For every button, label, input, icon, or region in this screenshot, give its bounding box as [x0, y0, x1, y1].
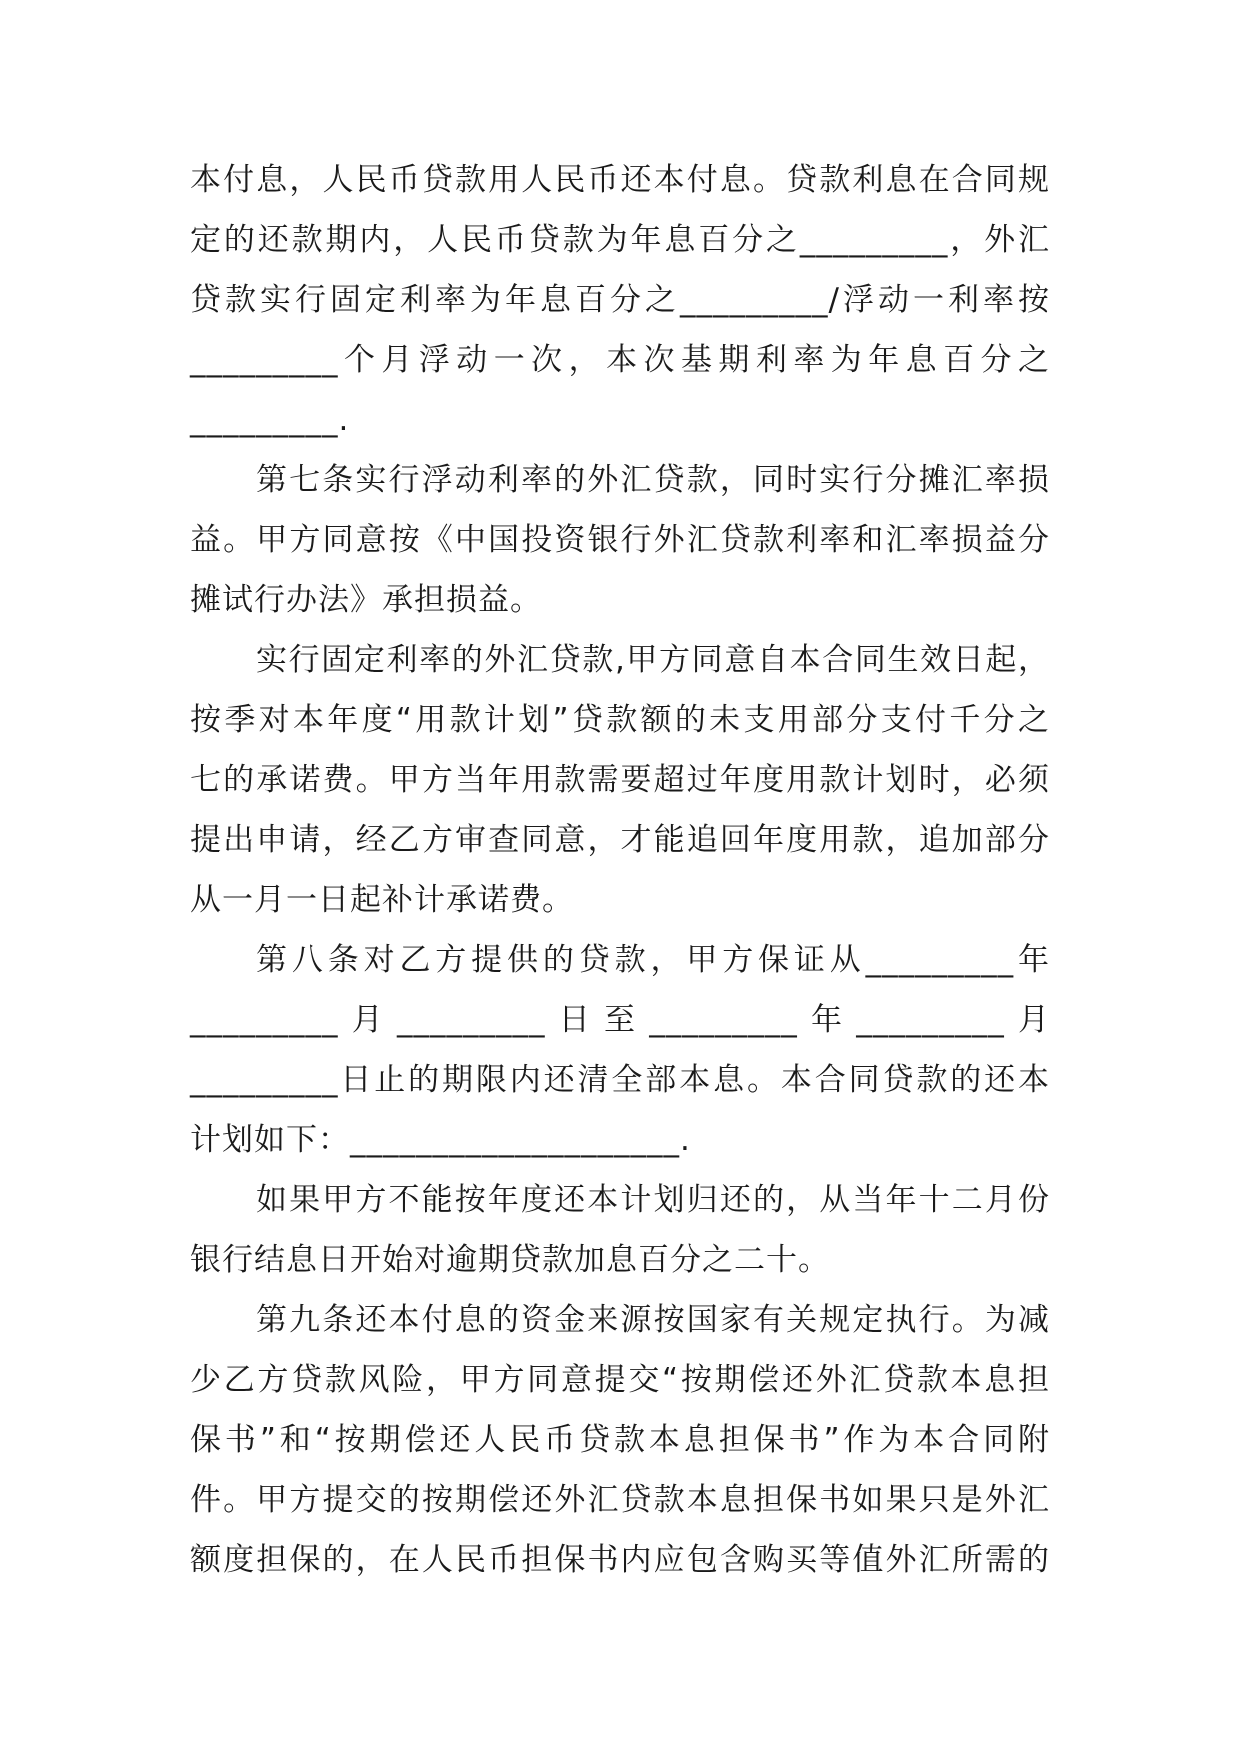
- text-line: 保书”和“按期偿还人民币贷款本息担保书”作为本合同附: [190, 1422, 1050, 1458]
- text-line: _________.: [190, 402, 350, 438]
- text-line: 摊试行办法》承担损益。: [190, 582, 542, 618]
- text-line: 从一月一日起补计承诺费。: [190, 882, 574, 918]
- document-body: [190, 150, 1050, 1590]
- text-line: 贷款实行固定利率为年息百分之_________/浮动一利率按: [190, 282, 1050, 318]
- text-line: 少乙方贷款风险，甲方同意提交“按期偿还外汇贷款本息担: [190, 1362, 1050, 1398]
- text-line: 如果甲方不能按年度还本计划归还的，从当年十二月份: [256, 1182, 1050, 1218]
- text-line: 提出申请，经乙方审查同意，才能追回年度用款，追加部分: [190, 822, 1050, 858]
- text-line: 第八条对乙方提供的贷款，甲方保证从_________年: [256, 942, 1050, 978]
- text-lines: [190, 150, 1050, 1590]
- text-line: 银行结息日开始对逾期贷款加息百分之二十。: [190, 1242, 830, 1278]
- text-line: _________日止的期限内还清全部本息。本合同贷款的还本: [190, 1062, 1050, 1098]
- text-line: 按季对本年度“用款计划”贷款额的未支用部分支付千分之: [190, 702, 1050, 738]
- text-line: _________个月浮动一次，本次基期利率为年息百分之: [190, 342, 1050, 378]
- text-line: 益。甲方同意按《中国投资银行外汇贷款利率和汇率损益分: [190, 522, 1050, 558]
- text-line: 本付息，人民币贷款用人民币还本付息。贷款利息在合同规: [190, 162, 1050, 198]
- text-line: 第九条还本付息的资金来源按国家有关规定执行。为减: [256, 1302, 1050, 1338]
- text-line: _________月_________日至_________年_________月: [190, 1002, 1050, 1038]
- text-line: 件。甲方提交的按期偿还外汇贷款本息担保书如果只是外汇: [190, 1482, 1050, 1518]
- text-line: 计划如下：____________________.: [190, 1122, 691, 1158]
- text-line: 第七条实行浮动利率的外汇贷款，同时实行分摊汇率损: [256, 462, 1050, 498]
- text-line: 七的承诺费。甲方当年用款需要超过年度用款计划时，必须: [190, 762, 1050, 798]
- text-line: 定的还款期内，人民币贷款为年息百分之_________，外汇: [190, 222, 1050, 258]
- text-line: 实行固定利率的外汇贷款,甲方同意自本合同生效日起，: [256, 642, 1050, 678]
- text-line: 额度担保的，在人民币担保书内应包含购买等值外汇所需的: [190, 1542, 1050, 1578]
